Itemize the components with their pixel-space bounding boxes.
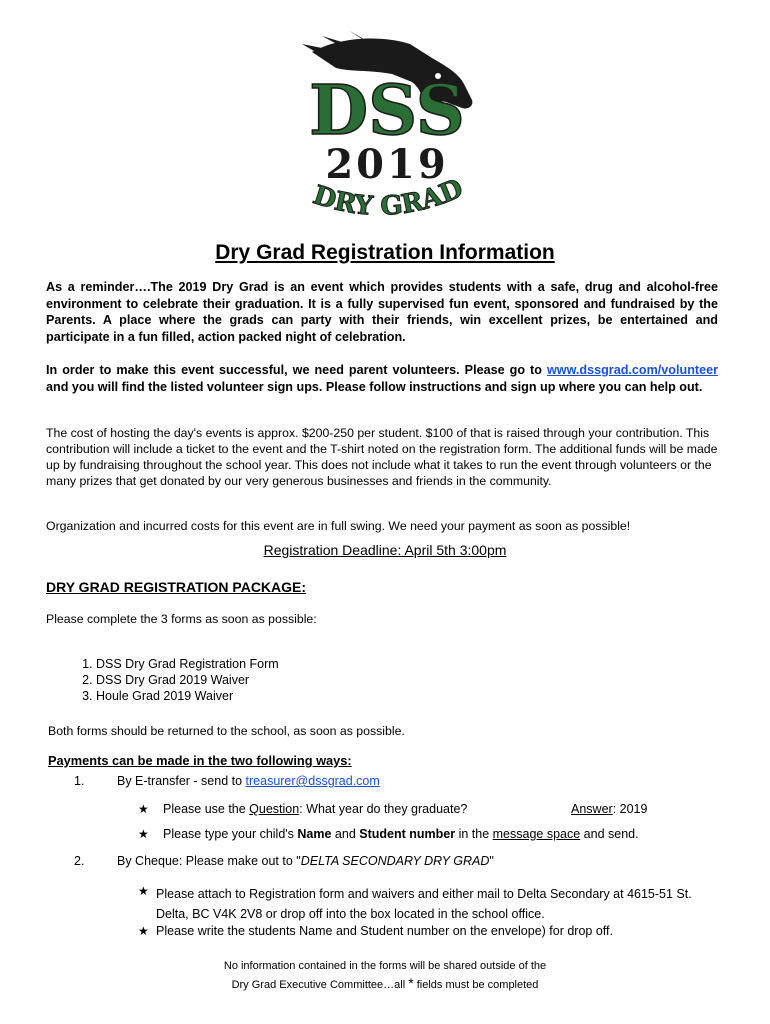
etransfer-label: By E-transfer - send to — [117, 774, 246, 788]
cheque-line — [117, 854, 494, 868]
option-number: 1. — [74, 774, 85, 788]
answer-text: : 2019 — [612, 802, 648, 816]
cheque-attach-line-1: Please attach to Registration form and waivers and either mail to Delta Secondary at 4615-51 St. — [156, 887, 692, 901]
name-instruction-prefix: Please type your child's — [163, 827, 298, 841]
answer-instruction — [571, 802, 647, 816]
star-bullet-icon: ★ — [138, 884, 149, 898]
in-the-text: in the — [455, 827, 493, 841]
logo-dry-grad-text: DRY GRAD — [309, 173, 468, 223]
cheque-label-suffix: " — [489, 854, 494, 868]
question-instruction — [163, 802, 467, 816]
package-heading: DRY GRAD REGISTRATION PACKAGE: — [46, 579, 307, 595]
required-fields-note — [0, 974, 770, 994]
etransfer-line — [117, 774, 380, 788]
list-item: 2. DSS Dry Grad 2019 Waiver — [96, 672, 279, 688]
student-number-bold: Student number — [359, 827, 456, 841]
answer-word: Answer — [571, 802, 613, 816]
logo-dss-text: DSS — [309, 71, 465, 151]
treasurer-email-link[interactable]: treasurer@dssgrad.com — [245, 774, 380, 788]
required-note-suffix: fields must be completed — [413, 979, 539, 991]
star-bullet-icon: ★ — [138, 827, 149, 841]
cost-paragraph: The cost of hosting the day's events is approx. $200-250 per student. $100 of that is raised through your contribution. This contribution will include a ticket to the event and the T-shirt noted on the registration form. The additional funds will be made up by fundraising throughout the school year. This does not include what it takes to run the event through volunteers or the many prizes that get donated by our very generous businesses and friends in the community. — [46, 426, 718, 488]
option-number: 2. — [74, 854, 85, 868]
message-space-text: message space — [492, 827, 581, 841]
volunteer-text-after: and you will find the listed volunteer sign ups. Please follow instructions and sign up where you can help out. — [46, 379, 703, 394]
privacy-note: No information contained in the forms will be shared outside of the — [223, 960, 547, 972]
list-item: 1. DSS Dry Grad Registration Form — [96, 656, 279, 672]
star-bullet-icon: ★ — [138, 924, 149, 938]
required-note-prefix: Dry Grad Executive Committee…all — [231, 979, 409, 991]
required-asterisk: * — [408, 975, 414, 991]
and-text: and — [331, 827, 360, 841]
organization-paragraph: Organization and incurred costs for this event are in full swing. We need your payment as soon as possible! — [46, 519, 631, 533]
cheque-attach-line-2: Delta, BC V4K 2V8 or drop off into the box located in the school office. — [156, 907, 545, 921]
logo-year-text: 2019 — [325, 141, 449, 188]
cheque-payee: DELTA SECONDARY DRY GRAD — [300, 854, 490, 868]
volunteer-text-before: In order to make this event successful, we need parent volunteers. Please go to — [46, 363, 547, 377]
cheque-envelope-instruction: Please write the students Name and Student number on the envelope) for drop off. — [156, 924, 613, 938]
cheque-label-prefix: By Cheque: Please make out to " — [117, 854, 301, 868]
volunteer-link[interactable]: www.dssgrad.com/volunteer — [547, 363, 718, 377]
forms-list — [46, 656, 279, 704]
list-item: 3. Houle Grad 2019 Waiver — [96, 688, 279, 704]
return-note: Both forms should be returned to the school, as soon as possible. — [48, 724, 405, 738]
registration-deadline: Registration Deadline: April 5th 3:00pm — [263, 542, 507, 558]
page-title: Dry Grad Registration Information — [215, 241, 555, 264]
question-word: Question — [249, 802, 300, 816]
name-instruction — [163, 827, 639, 841]
dss-dry-grad-logo — [282, 30, 492, 230]
reminder-paragraph: As a reminder….The 2019 Dry Grad is an event which provides students with a safe, drug and alcohol-free environment to celebrate their graduation. It is a fully supervised fun event, sponsored and fundraised by the Parents. A place where the grads can party with their friends, win excellent prizes, be entertained and participate in a fun filled, action packed night of celebration. — [46, 280, 718, 344]
volunteer-paragraph — [46, 362, 718, 395]
question-text: : What year do they graduate? — [299, 802, 468, 816]
and-send-text: and send. — [580, 827, 639, 841]
name-bold: Name — [297, 827, 332, 841]
star-bullet-icon: ★ — [138, 802, 149, 816]
mustang-logo-graphic — [282, 30, 492, 230]
cheque-attach-instruction — [156, 884, 692, 924]
complete-forms-text: Please complete the 3 forms as soon as possible: — [46, 612, 317, 626]
payments-heading: Payments can be made in the two following ways: — [48, 753, 352, 768]
question-prefix: Please use the — [163, 802, 250, 816]
